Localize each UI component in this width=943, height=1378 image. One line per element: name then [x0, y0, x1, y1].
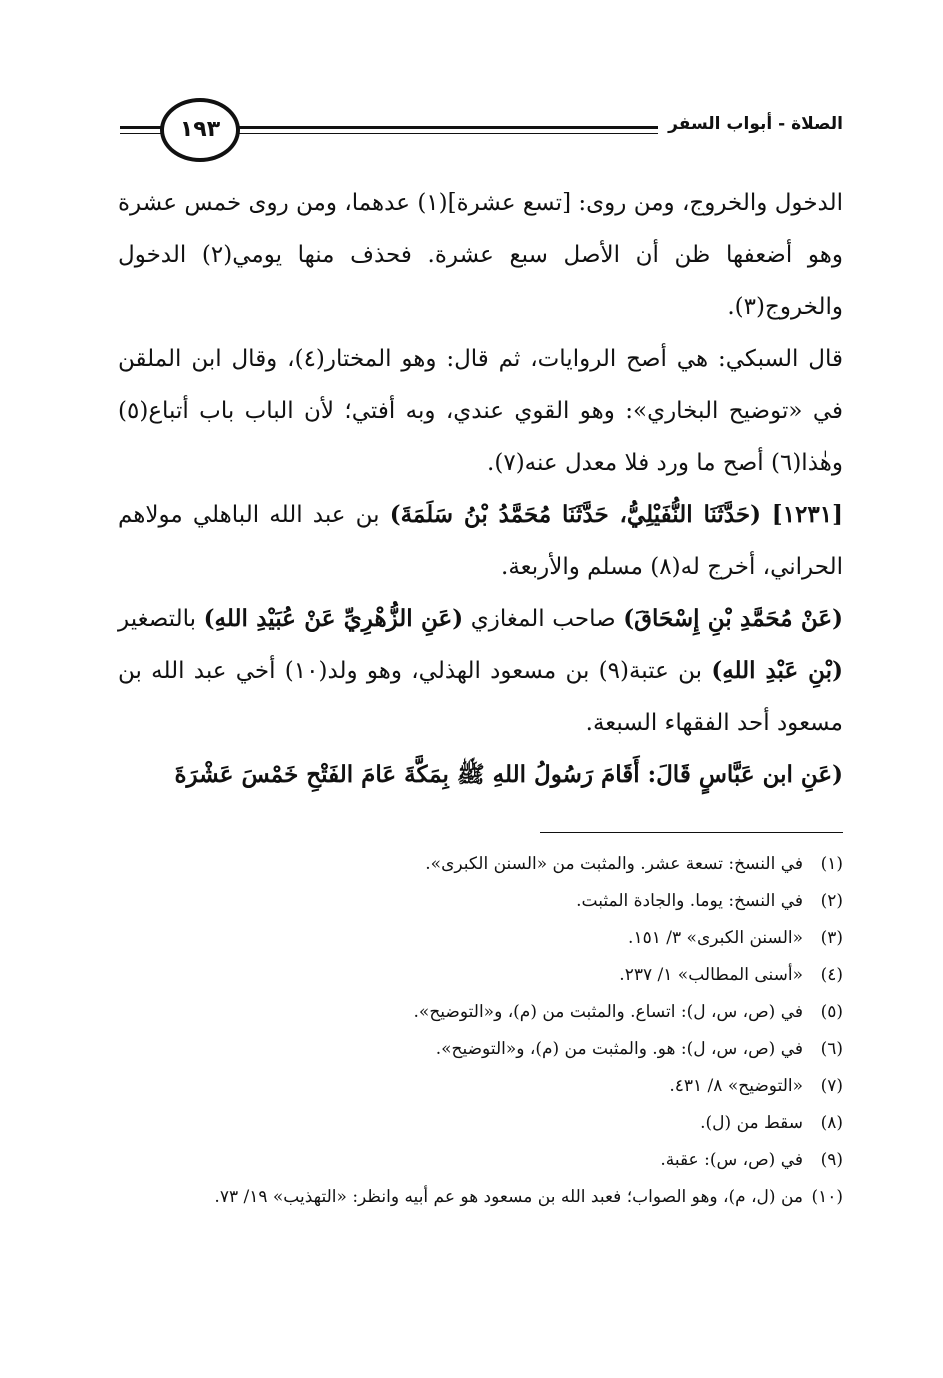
footnote-text: في (ص، س، ل): هو. والمثبت من (م)، و«التوضيح».	[435, 1039, 803, 1059]
footnote	[110, 883, 843, 920]
paragraph-2-text: قال السبكي: هي أصح الروايات، ثم قال: وهو المختار(٤)، وقال ابن الملقن في «توضيح البخاري»: وهو القوي عندي، وبه أفتي؛ لأن الباب باب أتباع(٥) وهٰذا(٦) أصح ما ورد فلا معدل عنه(٧).	[118, 346, 843, 476]
running-header	[120, 98, 843, 168]
footnote	[110, 846, 843, 883]
paragraph-1-text: الدخول والخروج، ومن روى: [تسع عشرة](١) عدهما، ومن روى خمس عشرة وهو أضعفها ظن أن الأصل سبع عشرة. فحذف منها يومي(٢) الدخول والخروج(٣).	[118, 190, 844, 320]
narrator-2: (عَنِ الزُّهْرِيِّ عَنْ عُبَيْدِ اللهِ)	[203, 605, 464, 632]
footnote-number: (٣)	[820, 928, 843, 948]
footnotes	[110, 846, 843, 1216]
paragraph-1	[118, 177, 843, 333]
paragraph-4-text-3: بن عتبة(٩) بن مسعود الهذلي، وهو ولد(١٠) أخي عبد الله بن مسعود أحد الفقهاء السبعة.	[118, 658, 843, 736]
paragraph-3	[118, 489, 843, 593]
footnote-text: «السنن الكبرى» ٣/ ١٥١.	[628, 928, 803, 948]
footnote-number: (٨)	[820, 1113, 843, 1133]
footnote-text: في (ص، س): عقبة.	[660, 1150, 803, 1170]
footnote-text: في النسخ: يوما. والجادة المثبت.	[576, 891, 803, 911]
footnote	[110, 1179, 843, 1216]
chapter-title: الصلاة - أبواب السفر	[658, 112, 843, 136]
narrator-3: (بْنِ عَبْدِ اللهِ)	[711, 657, 843, 684]
footnote	[110, 1031, 843, 1068]
footnote	[110, 994, 843, 1031]
footnote-text: في النسخ: تسعة عشر. والمثبت من «السنن الكبرى».	[425, 854, 803, 874]
footnote-text: «أسنى المطالب» ١/ ٢٣٧.	[619, 965, 803, 985]
paragraph-4	[118, 593, 843, 749]
footnote	[110, 1142, 843, 1179]
footnote-number: (٧)	[820, 1076, 843, 1096]
footnote-text: «التوضيح» ٨/ ٤٣١.	[669, 1076, 803, 1096]
footnote-number: (٦)	[820, 1039, 843, 1059]
footnote-number: (٩)	[820, 1150, 843, 1170]
footnote-number: (٤)	[820, 965, 843, 985]
paragraph-5	[118, 749, 843, 801]
narrator-1: (عَنْ مُحَمَّدِ بْنِ إِسْحَاقَ)	[623, 605, 843, 632]
footnote	[110, 920, 843, 957]
footnote-text: من (ل، م)، وهو الصواب؛ فعبد الله بن مسعود هو عم أبيه وانظر: «التهذيب» ١٩/ ٧٣.	[214, 1187, 803, 1207]
footnote	[110, 957, 843, 994]
footnote-number: (١٠)	[811, 1187, 843, 1207]
page-number: ١٩٣	[160, 98, 240, 162]
hadith-text: (عَنِ ابن عَبَّاسٍ قَالَ: أَقَامَ رَسُولُ اللهِ ﷺ بِمَكَّةَ عَامَ الفَتْحِ خَمْسَ عَشْرَةَ	[174, 761, 843, 788]
paragraph-4-text-1: صاحب المغازي	[463, 606, 624, 632]
footnote-text: في (ص، س، ل): اتساع. والمثبت من (م)، و«التوضيح».	[413, 1002, 803, 1022]
hadith-chain: [١٢٣١] (حَدَّثَنَا النُّفَيْلِيُّ، حَدَّثَنَا مُحَمَّدُ بْنُ سَلَمَةَ)	[389, 501, 843, 528]
footnote-number: (٥)	[820, 1002, 843, 1022]
footnote	[110, 1068, 843, 1105]
footnote-text: سقط من (ل).	[700, 1113, 803, 1133]
footnote	[110, 1105, 843, 1142]
paragraph-4-text-2: بالتصغير	[118, 606, 204, 632]
footnote-separator	[540, 832, 843, 833]
main-text	[118, 177, 843, 801]
paragraph-2	[118, 333, 843, 489]
footnote-number: (٢)	[820, 891, 843, 911]
footnote-number: (١)	[820, 854, 843, 874]
paragraph-3-text: بن عبد الله الباهلي مولاهم الحراني، أخرج له(٨) مسلم والأربعة.	[118, 502, 843, 580]
